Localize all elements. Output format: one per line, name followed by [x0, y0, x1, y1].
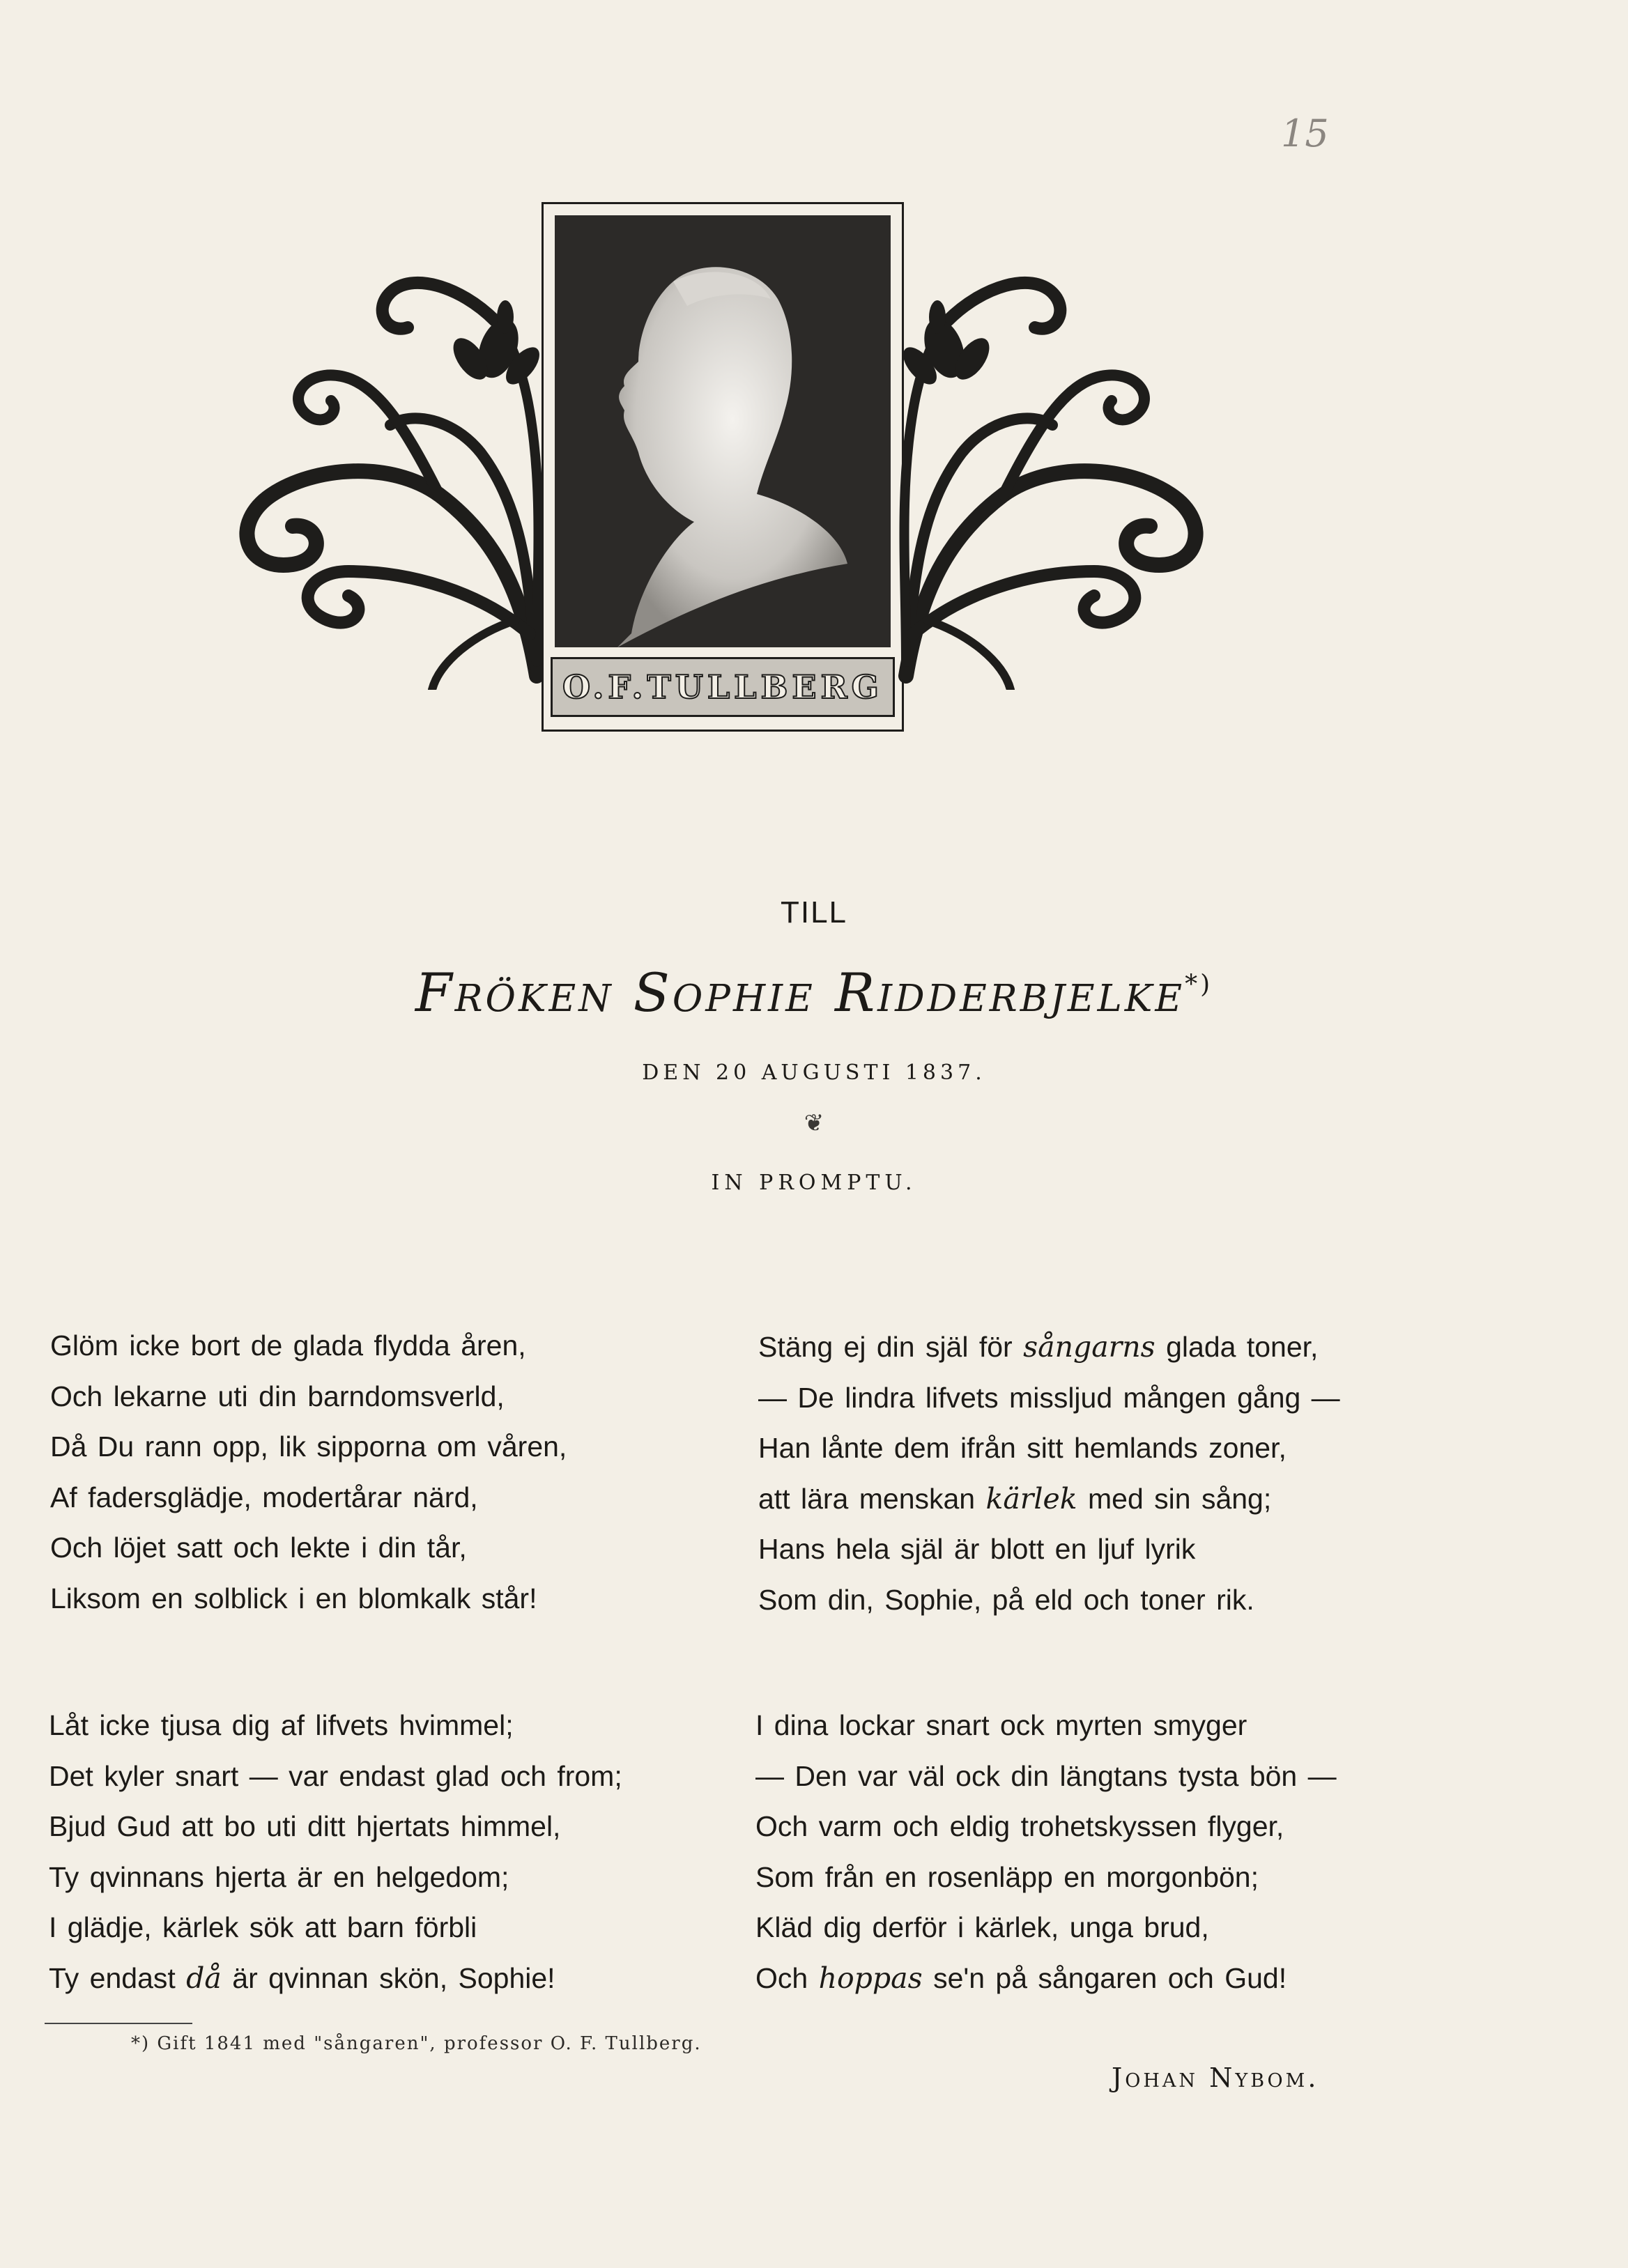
text-segment: med sin sång;: [1077, 1482, 1272, 1515]
stanza-1-line-4: Af fadersglädje, modertårar närd,: [50, 1481, 478, 1513]
text-segment: se'n på sångaren och Gud!: [922, 1961, 1287, 1994]
stanza-3: [49, 1700, 622, 2003]
portrait-bust-image: [555, 215, 891, 647]
text-segment: glada toner,: [1155, 1331, 1319, 1363]
stanza-4-line-5: Kläd dig derför i kärlek, unga brud,: [755, 1911, 1209, 1943]
stanza-2-line-3: Han lånte dem ifrån sitt hemlands zoner,: [758, 1432, 1287, 1464]
stanza-4: [755, 1700, 1337, 2003]
stanza-2-line-2: — De lindra lifvets missljud mången gång —: [758, 1381, 1340, 1414]
subtitle: IN PROMPTU.: [711, 1171, 917, 1195]
stanza-4-line-1: I dina lockar snart ock myrten smyger: [755, 1709, 1247, 1741]
fleuron-icon: ❦: [804, 1110, 824, 1136]
poem-title: [0, 962, 1628, 1024]
stanza-3-line-4: Ty qvinnans hjerta är en helgedom;: [49, 1860, 509, 1893]
portrait-frame: [542, 202, 904, 732]
text-segment: Ty endast: [49, 1961, 187, 1994]
stanza-3-line-6: [49, 1953, 622, 2004]
header-ornament: [230, 195, 1206, 739]
stanza-4-line-2: — Den var väl ock din längtans tysta bön —: [755, 1759, 1337, 1792]
emphasis: då: [186, 1961, 222, 1995]
text-segment: är qvinnan skön, Sophie!: [221, 1961, 555, 1994]
text-segment: att lära menskan: [758, 1482, 986, 1515]
floral-ornament-left: [230, 244, 551, 690]
emphasis: kärlek: [985, 1481, 1077, 1515]
stanza-3-line-2: Det kyler snart — var endast glad och from;: [49, 1759, 622, 1792]
text-segment: Stäng ej din själ för: [758, 1331, 1024, 1363]
poem-title-text: Fröken Sophie Ridderbjelke: [415, 962, 1185, 1024]
stanza-1-line-3: Då Du rann opp, lik sipporna om våren,: [50, 1430, 567, 1463]
stanza-2-line-6: Som din, Sophie, på eld och toner rik.: [758, 1583, 1254, 1616]
stanza-1-line-2: Och lekarne uti din barndomsverld,: [50, 1380, 505, 1412]
floral-ornament-right: [892, 244, 1213, 690]
stanza-2-line-1: [758, 1322, 1340, 1373]
portrait-name-plate: [551, 657, 895, 717]
stanza-3-line-5: I glädje, kärlek sök att barn förbli: [49, 1911, 477, 1943]
stanza-1-line-6: Liksom en solblick i en blomkalk står!: [50, 1582, 537, 1614]
emphasis: sångarns: [1023, 1330, 1155, 1364]
date-line: DEN 20 AUGUSTI 1837.: [642, 1060, 986, 1085]
stanza-3-line-1: Låt icke tjusa dig af lifvets hvimmel;: [49, 1709, 514, 1741]
portrait-name: O.F.TULLBERG: [562, 668, 883, 706]
dedication-heading: TILL: [780, 895, 848, 929]
stanza-1: [50, 1320, 567, 1623]
page-number: 15: [1281, 111, 1329, 155]
stanza-4-line-6: [755, 1953, 1337, 2004]
footnote: *) Gift 1841 med "sångaren", professor O. F. Tullberg.: [131, 2033, 702, 2054]
emphasis: hoppas: [818, 1961, 923, 1995]
stanza-2-line-5: Hans hela själ är blott en ljuf lyrik: [758, 1533, 1196, 1565]
stanza-3-line-3: Bjud Gud att bo uti ditt hjertats himmel,: [49, 1810, 561, 1842]
stanza-1-line-1: Glöm icke bort de glada flydda åren,: [50, 1329, 526, 1361]
text-segment: Och: [755, 1961, 819, 1994]
title-footnote-marker: *): [1185, 970, 1213, 999]
stanza-4-line-3: Och varm och eldig trohetskyssen flyger,: [755, 1810, 1284, 1842]
stanza-2-line-4: [758, 1474, 1340, 1525]
footnote-divider: [45, 2023, 192, 2024]
stanza-2: [758, 1322, 1340, 1625]
stanza-1-line-5: Och löjet satt och lekte i din tår,: [50, 1532, 467, 1564]
author-signature: Johan Nybom.: [1112, 2062, 1319, 2093]
stanza-4-line-4: Som från en rosenläpp en morgonbön;: [755, 1860, 1259, 1893]
